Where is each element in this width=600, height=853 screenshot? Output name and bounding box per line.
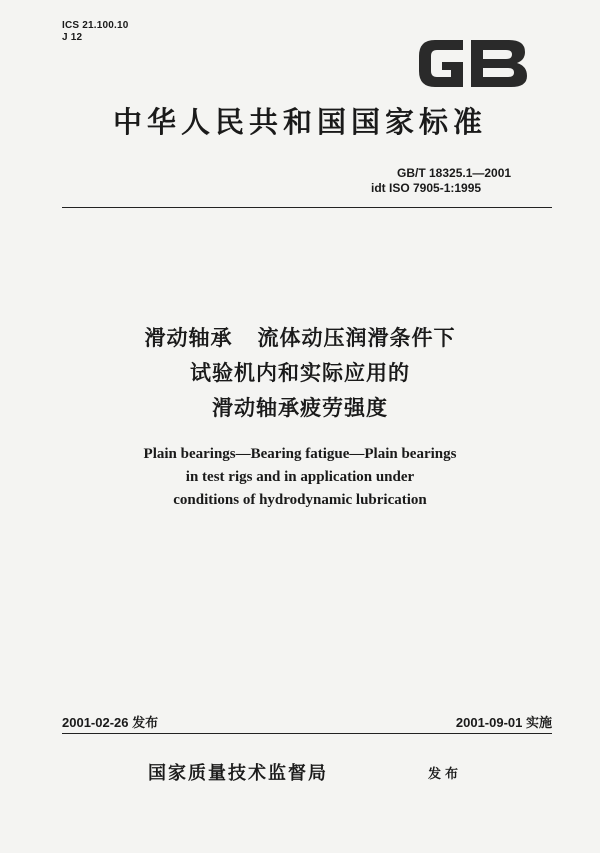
chinese-title-line-1: 滑动轴承 流体动压润滑条件下 bbox=[144, 326, 456, 350]
english-title-line-1: Plain bearings—Bearing fatigue—Plain bearings bbox=[143, 446, 457, 462]
issue-label: 发布 bbox=[428, 767, 463, 782]
footer-divider bbox=[62, 733, 552, 734]
header-divider bbox=[62, 207, 552, 208]
gb-logo-text: GB bbox=[413, 36, 415, 37]
chinese-title-line-3: 滑动轴承疲劳强度 bbox=[212, 396, 388, 420]
chinese-title bbox=[0, 321, 600, 426]
standard-type-heading: 中华人民共和国国家标准 bbox=[112, 105, 487, 139]
gb-logo bbox=[413, 36, 533, 91]
gb-number: GB/T 18325.1—2001 bbox=[397, 166, 512, 180]
iso-equivalent: idt ISO 7905-1:1995 bbox=[371, 181, 482, 195]
ics-code: ICS 21.100.10 bbox=[62, 20, 129, 31]
standard-number-block bbox=[371, 166, 512, 196]
publish-date: 2001-02-26 发布 bbox=[62, 715, 159, 730]
classification-codes bbox=[62, 20, 129, 44]
english-title-line-3: conditions of hydrodynamic lubrication bbox=[173, 492, 427, 508]
issuing-authority: 国家质量技术监督局 bbox=[148, 763, 328, 784]
ccs-code: J 12 bbox=[62, 32, 83, 43]
chinese-title-line-2: 试验机内和实际应用的 bbox=[190, 361, 410, 385]
implementation-date: 2001-09-01 实施 bbox=[455, 715, 552, 730]
english-title bbox=[0, 443, 600, 512]
english-title-line-2: in test rigs and in application under bbox=[185, 469, 415, 485]
